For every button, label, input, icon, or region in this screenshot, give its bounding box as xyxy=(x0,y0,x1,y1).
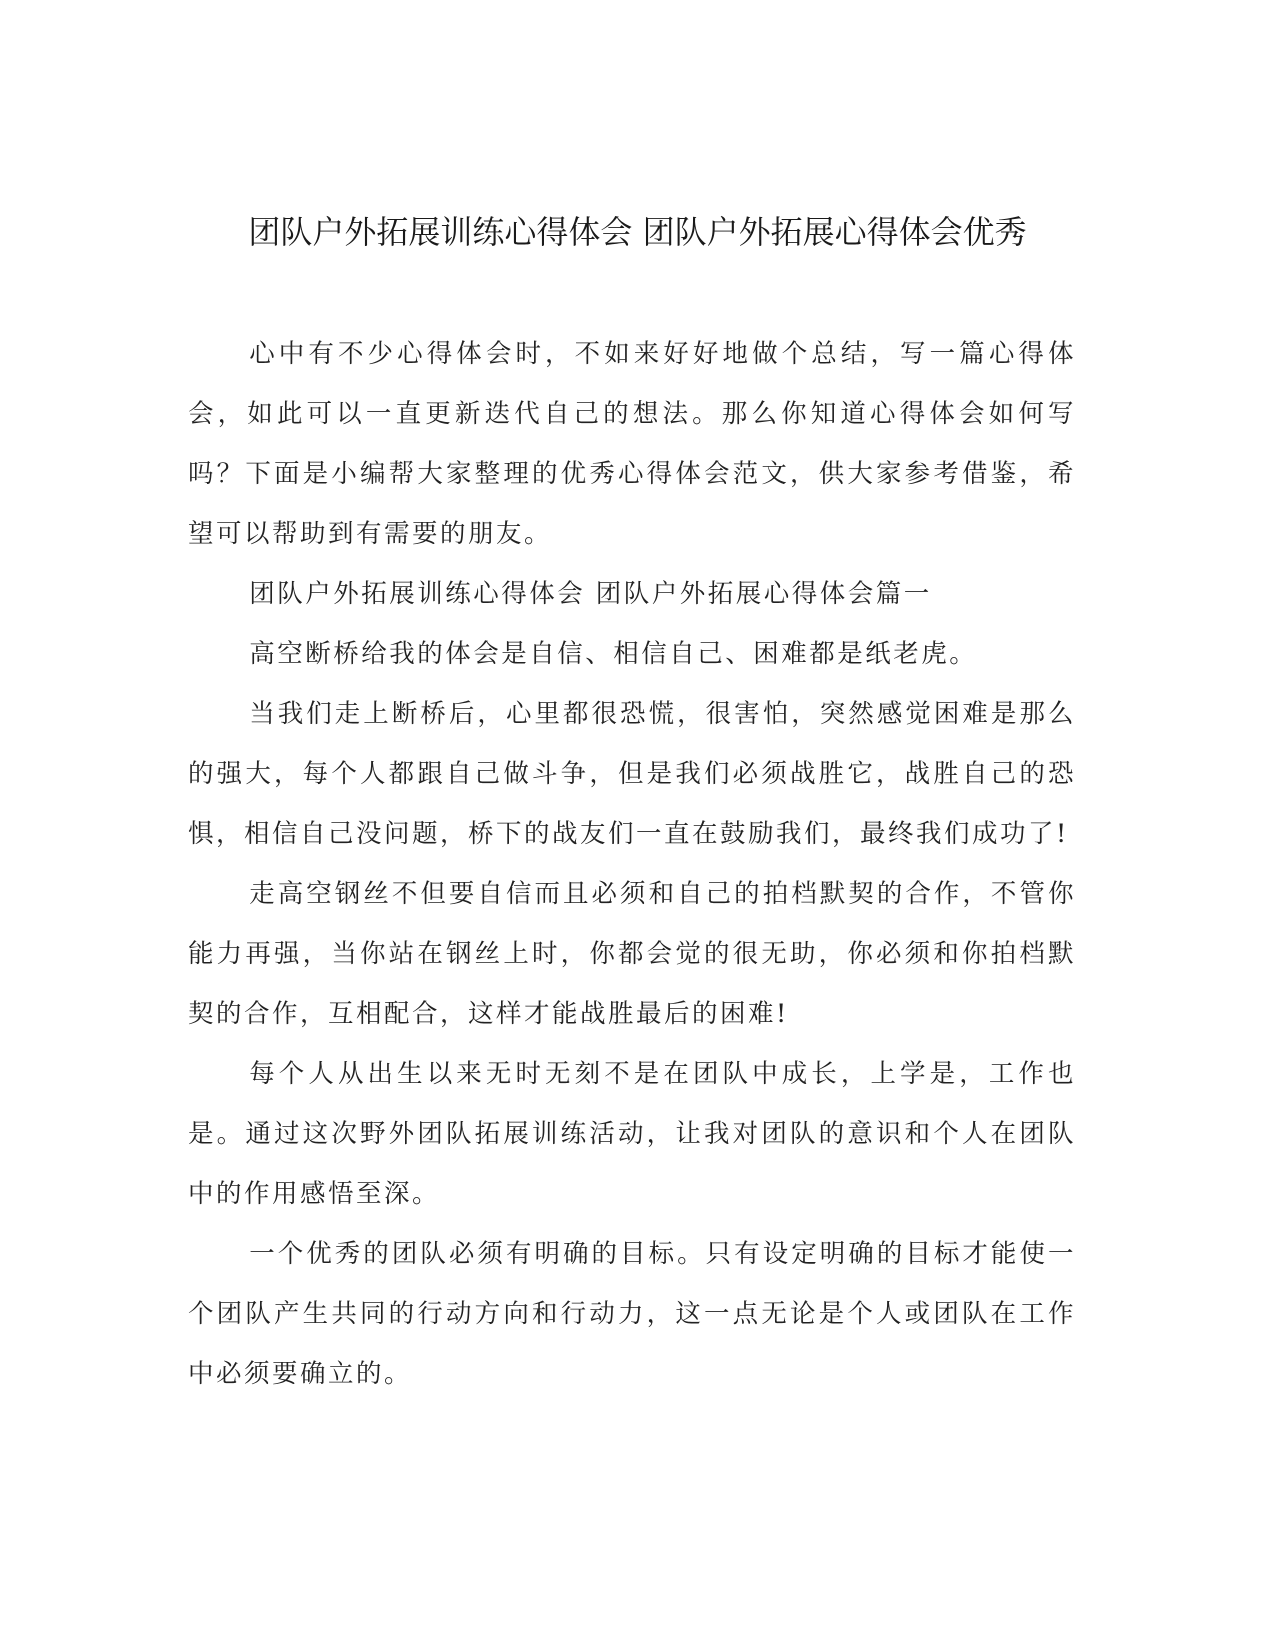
paragraph-team-growth: 每个人从出生以来无时无刻不是在团队中成长，上学是，工作也是。通过这次野外团队拓展训练活动，让我对团队的意识和个人在团队中的作用感悟至深。 xyxy=(188,1059,1076,1209)
paragraph-wire-walk: 走高空钢丝不但要自信而且必须和自己的拍档默契的合作，不管你能力再强，当你站在钢丝上时，你都会觉的很无助，你必须和你拍档默契的合作，互相配合，这样才能战胜最后的困难! xyxy=(188,879,1076,1029)
paragraph-intro: 心中有不少心得体会时，不如来好好地做个总结，写一篇心得体会，如此可以一直更新迭代自己的想法。那么你知道心得体会如何写吗？下面是小编帮大家整理的优秀心得体会范文，供大家参考借鉴，希望可以帮助到有需要的朋友。 xyxy=(188,339,1076,549)
paragraph-bridge-summary: 高空断桥给我的体会是自信、相信自己、困难都是纸老虎。 xyxy=(249,639,978,669)
paragraph-team-goal: 一个优秀的团队必须有明确的目标。只有设定明确的目标才能使一个团队产生共同的行动方向和行动力，这一点无论是个人或团队在工作中必须要确立的。 xyxy=(188,1239,1076,1389)
document-body xyxy=(188,324,1076,1404)
paragraph-section-heading: 团队户外拓展训练心得体会 团队户外拓展心得体会篇一 xyxy=(249,579,932,609)
document-title: 团队户外拓展训练心得体会 团队户外拓展心得体会优秀 xyxy=(248,213,1027,251)
paragraph-bridge-story: 当我们走上断桥后，心里都很恐慌，很害怕，突然感觉困难是那么的强大，每个人都跟自己做斗争，但是我们必须战胜它，战胜自己的恐惧，相信自己没问题，桥下的战友们一直在鼓励我们，最终我们成功了! xyxy=(188,699,1076,849)
